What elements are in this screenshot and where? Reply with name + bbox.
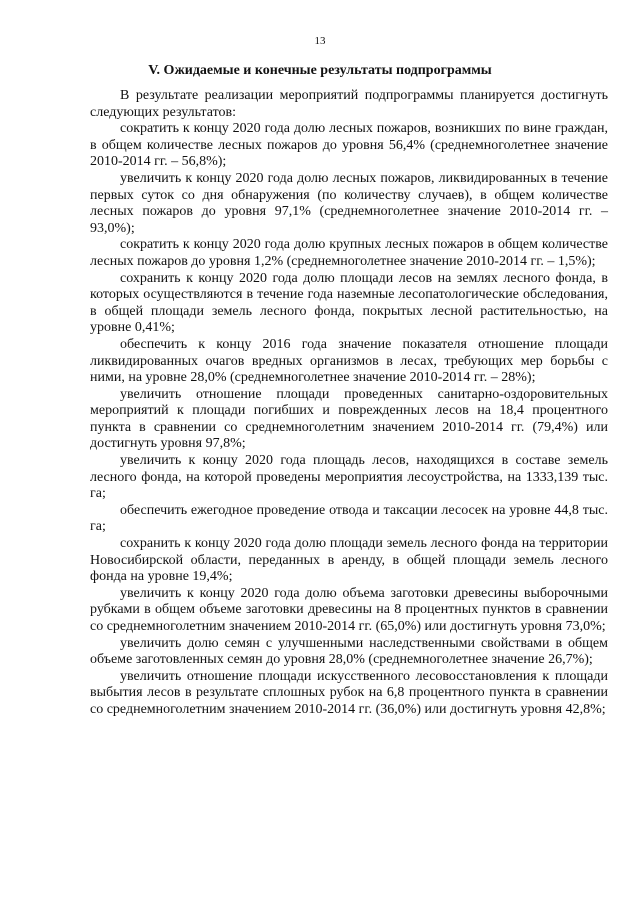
result-item-cutting-area-allocation: обеспечить ежегодное проведение отвода и таксации лесосек на уровне 44,8 тыс. га;	[90, 502, 608, 535]
result-item-reforestation: увеличить отношение площади искусственного лесовосстановления к площади выбытия лесов в результате сплошных рубок на 6,8 процентного пункта в сравнении со среднемноголетним значением 2010-2014 гг. (36,0%) или достигнуть уровня 42,8%;	[90, 668, 608, 717]
result-item-sanitary-measures: увеличить отношение площади проведенных санитарно-оздоровительных мероприятий к площади погибших и поврежденных лесов на 18,4 процентного пункта в сравнении со среднемноголетним значением 2010-2014 гг. (79,4%) или достигнуть уровня 97,8%;	[90, 386, 608, 452]
result-item-forest-management: увеличить к концу 2020 года площадь лесов, находящихся в составе земель лесного фонда, на которой проведены мероприятия лесоустройства, на 1333,139 тыс. га;	[90, 453, 608, 502]
result-item-pest-foci: обеспечить к концу 2016 года значение показателя отношение площади ликвидированных очагов вредных организмов в лесах, требующих мер борьбы с ними, на уровне 28,0% (среднемноголетнее значение 2010-2014 гг. – 28%);	[90, 336, 608, 386]
result-item-forest-pathology-surveys: сохранить к концу 2020 года долю площади лесов на землях лесного фонда, в которых осуществляются в течение года наземные лесопатологические обследования, в общей площади земель лесного фонда, покрытых лесной растительностью, на уровне 0,41%;	[90, 270, 608, 336]
result-item-improved-seeds: увеличить долю семян с улучшенными наследственными свойствами в общем объеме заготовленных семян до уровня 28,0% (среднемноголетнее значение 26,7%);	[90, 635, 608, 668]
result-item-selective-logging: увеличить к концу 2020 года долю объема заготовки древесины выборочными рубками в общем объеме заготовки древесины на 8 процентных пунктов в сравнении со среднемноголетним значением 2010-2014 гг. (65,0%) или достигнуть уровня 73,0%;	[90, 585, 608, 634]
section-heading: V. Ожидаемые и конечные результаты подпрограммы	[148, 63, 492, 78]
intro-paragraph: В результате реализации мероприятий подпрограммы планируется достигнуть следующих результатов:	[90, 88, 608, 120]
page-number: 13	[314, 35, 326, 47]
result-item-leased-lands: сохранить к концу 2020 года долю площади земель лесного фонда на территории Новосибирской области, переданных в аренду, в общей площади земель лесного фонда на уровне 19,4%;	[90, 536, 608, 585]
result-item-large-wildfires: сократить к концу 2020 года долю крупных лесных пожаров в общем количестве лесных пожаров до уровня 1,2% (среднемноголетнее значение 2010-2014 гг. – 1,5%);	[90, 237, 608, 269]
section-body	[90, 88, 608, 719]
result-item-wildfires-citizens: сократить к концу 2020 года долю лесных пожаров, возникших по вине граждан, в общем количестве лесных пожаров до уровня 56,4% (среднемноголетнее значение 2010-2014 гг. – 56,8%);	[90, 121, 608, 170]
result-item-wildfires-first-day: увеличить к концу 2020 года долю лесных пожаров, ликвидированных в течение первых суток со дня обнаружения (по количеству случаев), в общем количестве лесных пожаров до уровня 97,1% (среднемноголетнее значение 2010-2014 гг. – 93,0%);	[90, 170, 608, 236]
